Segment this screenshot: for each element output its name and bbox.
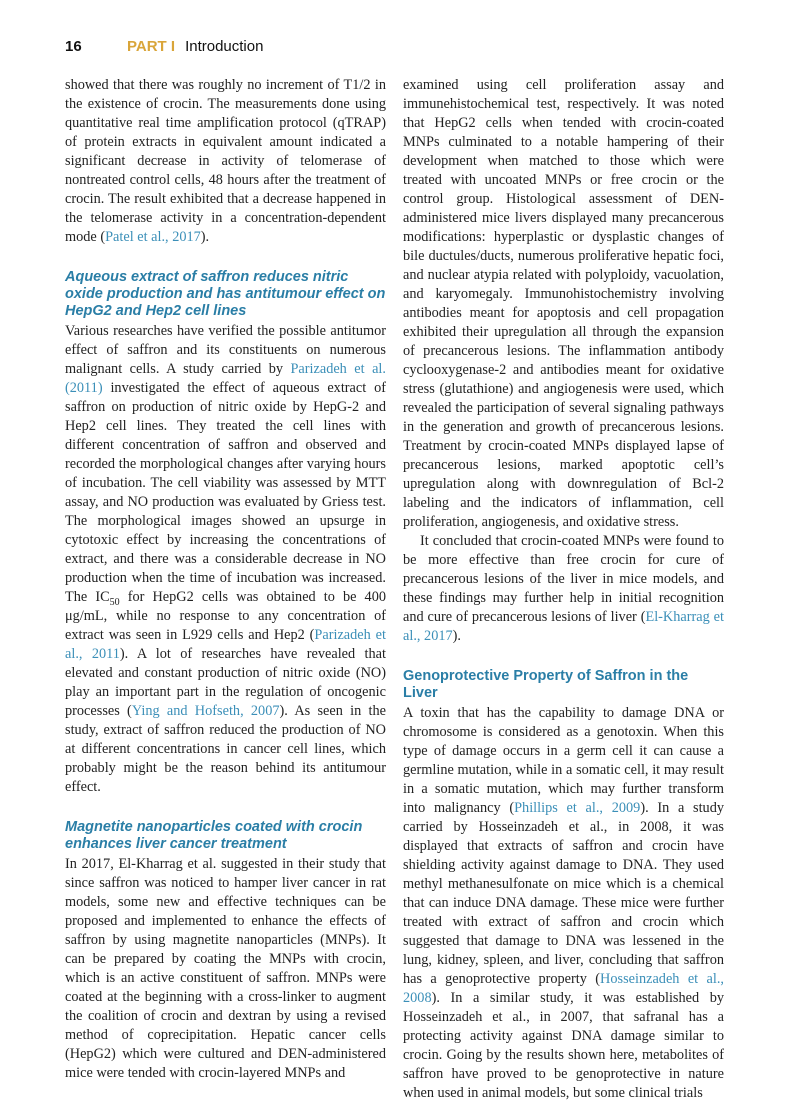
running-header bbox=[65, 38, 263, 62]
paragraph-mnp-results: examined using cell proliferation assay and immunehistochemical test, respectively. It was noted that HepG2 cells when tended with crocin-coated MNPs culminated to a notable hampering of their development when matched to those which were treated with uncoated MNPs or free crocin or the control group. Histological assessment of DEN-administered mice livers displayed many precancerous modifications: hyperplastic or dysplastic changes of bile ductules/ducts, numerous proliferative hepatic foci, and nuclear atypia related with polyploidy, vacuolation, and karyomegaly. Immunohistochemistry involving antibodies meant for apoptosis and cell propagation exhibited their upregulation all through the expansion of precancerous lesions. The inflammation antibody cyclooxygenase-2 and antibodies meant for oxidative stress (glutathione) and angiogenesis were used, which revealed the participation of several signaling pathways in the generation and growth of precancerous lesions. Treatment by crocin-coated MNPs displayed lapse of precancerous lesions, marked apoptotic cell’s upregulation along with downregulation of Bcl-2 labeling and the indicators of inflammation, cell proliferation, angiogenesis, and oxidative stress. bbox=[403, 77, 724, 530]
citation-link[interactable]: Phillips et al., 2009 bbox=[514, 800, 641, 816]
citation-link[interactable]: Parizadeh et al., 2011 bbox=[65, 627, 386, 662]
text-run: ). As seen in the study, extract of saffron reduced the production of NO at different concentrations in cancer cell lines, which probably might be the reason behind its antitumour effect. bbox=[65, 703, 387, 795]
section-heading-magnetite: Magnetite nanoparticles coated with crocin enhances liver cancer treatment bbox=[65, 819, 363, 852]
text-run: ). bbox=[452, 628, 461, 644]
text-run: investigated the effect of aqueous extract of saffron on production of nitric oxide by HepG-2 and Hep2 cell lines. They treated the cell lines with different concentration of saffron and observed and recorded the morphological changes after varying hours of incubation. The cell viability was assessed by MTT assay, and NO production was evaluated by Griess test. The morphological images showed an upsurge in cytotoxic effect by increasing the concentrations of extract, and there was a considerable decrease in NO production when the time of incubation was increased. The IC bbox=[65, 380, 386, 605]
right-column bbox=[403, 76, 724, 1103]
text-run: for HepG2 cells was obtained to be 400 μg/mL, while no response to any concentration of extract was seen in L929 cells and Hep2 ( bbox=[65, 589, 387, 643]
text-run: Various researches have verified the possible antitumor effect of saffron and its constituents on numerous malignant cells. A study carried by bbox=[65, 323, 386, 377]
text-run: ). A lot of researches have revealed that elevated and constant production of nitric oxide (NO) play an important part in the regulation of oncogenic processes ( bbox=[65, 646, 386, 719]
paragraph-conclusion bbox=[403, 532, 724, 646]
citation-link[interactable]: El-Kharrag et al., 2017 bbox=[403, 609, 724, 644]
subscript: 50 bbox=[109, 596, 120, 608]
paragraph-magnetite: In 2017, El-Kharrag et al. suggested in their study that since saffron was noticed to hamper liver cancer in rat models, some new and effective techniques can be proposed and implemented to enhance the effects of saffron by using magnetite nanoparticles (MNPs). It can be prepared by coating the MNPs with crocin, which is an active constituent of saffron. MNPs were coated at the beginning with a cross-linker to augment the coalition of crocin and dextran by using a revised method of coprecipitation. Hepatic cancer cells (HepG2) which were cultured and DEN-administered mice were tended with crocin-layered MNPs and bbox=[65, 856, 386, 1081]
citation-link[interactable]: Parizadeh et al. (2011) bbox=[65, 361, 386, 396]
text-run: A toxin that has the capability to damage DNA or chromosome is considered as a genotoxin. When this type of damage occurs in a germ cell it can cause a germline mutation, while in a somatic cell, it may result in a somatic mutation, which may further transform into malignancy ( bbox=[403, 705, 724, 816]
page-number: 16 bbox=[65, 38, 82, 55]
text-run: ). In a study carried by Hosseinzadeh et al., in 2008, it was displayed that extracts of saffron and crocin have shielding activity against damage to DNA. They used methyl methanesulfonate on mice which is a chemical that can induce DNA damage. These mice were further treated with extract of saffron and crocin which suggested that damage to DNA was lessened in the lung, kidney, spleen, and liver, concluding that saffron has a genoprotective property ( bbox=[403, 800, 724, 987]
text-run: ). In a similar study, it was established by Hosseinzadeh et al., in 2007, that safranal has a protecting activity against DNA damage similar to crocin. Going by the results shown here, metabolites of saffron have proved to be genoprotective in nature when used in animal models, but some clinical trials bbox=[403, 990, 724, 1101]
paragraph-nitric-oxide bbox=[65, 322, 386, 797]
text-run: showed that there was roughly no increment of T1/2 in the existence of crocin. The measurements done using quantitative real time amplification protocol (qTRAP) of protein extracts in equivalent amount indicated a significant decrease in activity of telomerase of nontreated control cells, 48 hours after the treatment of crocin. The result exhibited that a decrease happened in the telomerase activity in a concentration-dependent mode ( bbox=[65, 77, 386, 245]
text-run: ). bbox=[200, 229, 210, 245]
section-heading-genoprotective: Genoprotective Property of Saffron in the Liver bbox=[403, 668, 689, 701]
section-heading-aqueous-extract: Aqueous extract of saffron reduces nitric oxide production and has antitumour effect on HepG2 and Hep2 cell lines bbox=[65, 269, 386, 319]
citation-link[interactable]: Ying and Hofseth, 2007 bbox=[131, 703, 280, 719]
text-run: It concluded that crocin-coated MNPs were found to be more effective than free crocin for cure of precancerous lesions of the liver in mice models, and these findings may further help in initial recognition and cure of precancerous lesions of liver ( bbox=[403, 533, 724, 625]
left-column bbox=[65, 76, 386, 1083]
citation-link[interactable]: Patel et al., 2017 bbox=[105, 229, 201, 245]
citation-link[interactable]: Hosseinzadeh et al., 2008 bbox=[403, 971, 724, 1006]
part-label: PART I bbox=[127, 38, 176, 55]
part-title: Introduction bbox=[185, 38, 264, 55]
paragraph-telomerase bbox=[65, 76, 386, 247]
paragraph-genoprotective bbox=[403, 704, 724, 1103]
